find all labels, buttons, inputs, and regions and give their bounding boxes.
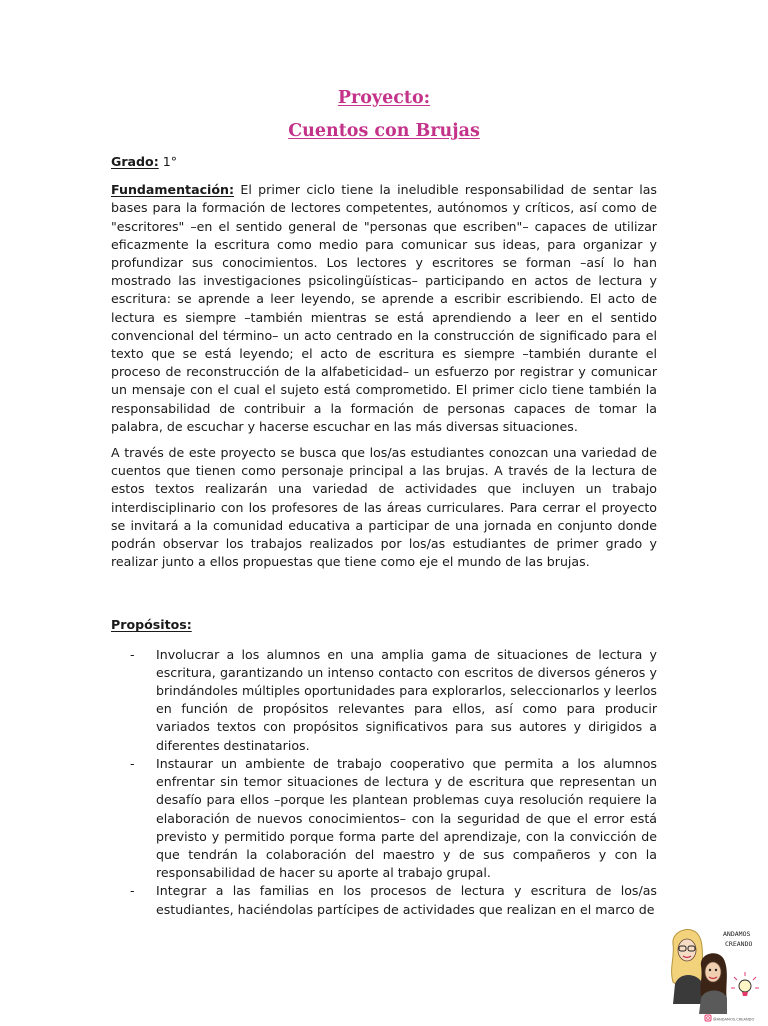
list-bullet: - xyxy=(130,646,135,662)
grado-value: 1° xyxy=(162,154,178,169)
document-body xyxy=(111,153,657,919)
instagram-icon xyxy=(705,1015,711,1021)
propositos-heading: Propósitos: xyxy=(111,617,192,633)
fundamentacion-label: Fundamentación: xyxy=(111,182,235,198)
project-subtitle: Cuentos con Brujas xyxy=(288,121,480,141)
sticker-text-2: CREANDO xyxy=(725,940,753,948)
fundamentacion-text: El primer ciclo tiene la ineludible responsabilidad de sentar las bases para la formación de lectores competentes, autónomos y críticos, así como de "escritores" –en el sentido general de "personas que escriben"– capaces de utilizar eficazmente la escritura como medio para comunicar sus ideas, para organizar y profundizar sus conocimientos. Los lectores y escritores se forman –así lo han mostrado las investigaciones psicolingüísticas– participando en actos de lectura y escritura: se aprende a leer leyendo, se aprende a escribir escribiendo. El acto de lectura es siempre –también mientras se está aprendiendo a leer en el sentido convencional del término– un acto centrado en la construcción de significado para el texto que se está leyendo; el acto de escritura es siempre –también durante el proceso de reconstrucción de la alfabeticidad– un esfuerzo por registrar y comunicar un mensaje con el cual el sujeto está comprometido. El primer ciclo tiene también la responsabilidad de contribuir a la formación de personas capaces de tomar la palabra, de escuchar y hacerse escuchar en las más diversas situaciones. xyxy=(111,182,657,434)
list-item-text: Integrar a las familias en los procesos de lectura y escritura de los/as estudiantes, haciéndolas partícipes de actividades que realizan en el marco de xyxy=(156,883,657,917)
fundamentacion-paragraph xyxy=(111,181,657,436)
andamos-creando-sticker xyxy=(665,922,765,1022)
list-item-text: Instaurar un ambiente de trabajo cooperativo que permita a los alumnos enfrentar sin temor situaciones de lectura y de escritura que representan un desafío para ellos –porque les plantean problemas cuya resolución requiere la elaboración de nuevos conocimientos– con la seguridad de que el error está previsto y permitido porque forma parte del aprendizaje, con la convicción de que tendrán la colaboración del maestro y de sus compañeros y con la responsabilidad de hacer su aporte al trabajo grupal. xyxy=(156,755,657,881)
grado-line xyxy=(111,153,657,171)
project-description-paragraph: A través de este proyecto se busca que los/as estudiantes conozcan una variedad de cuentos que tienen como personaje principal a las brujas. A través de la lectura de estos textos realizarán una variedad de actividades que incluyen un trabajo interdisciplinario con los profesores de las áreas curriculares. Para cerrar el proyecto se invitará a la comunidad educativa a participar de una jornada en conjunto donde podrán observar los trabajos realizados por los/as estudiantes de primer grado y realizar junto a ellos propuestas que tiene como eje el mundo de las brujas. xyxy=(111,445,657,570)
propositos-list xyxy=(111,646,657,919)
list-item xyxy=(111,755,657,882)
project-title: Proyecto: xyxy=(337,88,431,108)
grado-label: Grado: xyxy=(111,154,159,169)
list-item xyxy=(111,646,657,755)
list-item xyxy=(111,882,657,918)
list-bullet: - xyxy=(130,755,135,771)
list-bullet: - xyxy=(130,883,135,899)
sticker-handle: @ANDAMOS.CREANDO xyxy=(713,1017,755,1022)
list-item-text: Involucrar a los alumnos en una amplia gama de situaciones de lectura y escritura, garantizando un intenso contacto con escritos de diversos géneros y brindándoles múltiples oportunidades para explorarlos, seleccionarlos y leerlos en función de propósitos relevantes para ellos, así como para producir variados textos con propósitos significativos para sus autores y dirigidos a diferentes destinatarios. xyxy=(156,646,657,753)
sticker-text-1: ANDAMOS xyxy=(723,930,751,938)
sticker-illustration xyxy=(665,922,765,1022)
propositos-heading-line xyxy=(111,616,657,634)
